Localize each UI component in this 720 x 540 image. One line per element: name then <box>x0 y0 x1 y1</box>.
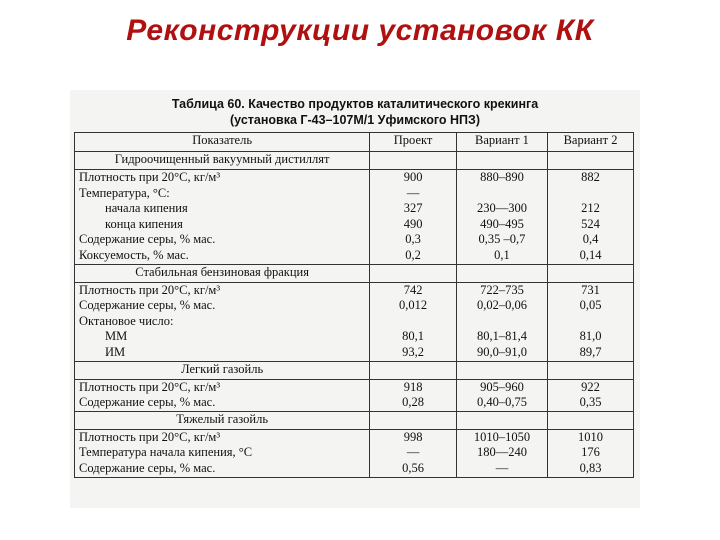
header-variant-1: Вариант 1 <box>456 133 547 152</box>
cell-line: Содержание серы, % мас. <box>79 298 216 313</box>
cell-line: 80,1 <box>402 329 425 344</box>
cell-line: 722–735 <box>480 282 524 297</box>
cell-line: 0,35 <box>579 395 602 410</box>
cell-line: Плотность при 20°С, кг/м³ <box>79 429 221 444</box>
cell-line: 0,14 <box>579 247 602 262</box>
cell-line: — <box>406 445 420 460</box>
cell-line: 0,28 <box>402 395 425 410</box>
variant-1-cell <box>456 429 547 477</box>
table-row <box>75 379 634 411</box>
project-cell <box>370 429 457 477</box>
cell-line: 89,7 <box>579 344 602 359</box>
cell-line: 0,40–0,75 <box>476 395 527 410</box>
scanned-table-image <box>70 90 640 508</box>
table-header-row <box>75 133 634 152</box>
cell-line: Температура, °С: <box>79 185 170 200</box>
section-title: Легкий газойль <box>75 361 370 379</box>
cell-line <box>552 186 629 202</box>
cell-line: 0,56 <box>402 460 425 475</box>
section-title: Гидроочищенный вакуумный дистиллят <box>75 152 370 170</box>
cell-line: 80,1–81,4 <box>476 329 527 344</box>
table-body <box>75 152 634 478</box>
table-row <box>75 429 634 477</box>
section-spacer-cell <box>456 264 547 282</box>
cell-line: 0,83 <box>579 460 602 475</box>
table-row <box>75 170 634 265</box>
cell-line: 0,02–0,06 <box>476 298 527 313</box>
cell-line: 882 <box>581 170 600 184</box>
section-title: Стабильная бензиновая фракция <box>75 264 370 282</box>
variant-2-cell <box>548 282 634 361</box>
table-caption-line-1: Таблица 60. Качество продуктов каталитического крекинга <box>171 97 539 111</box>
cell-line: 81,0 <box>579 329 602 344</box>
section-spacer-cell <box>370 361 457 379</box>
indicator-cell <box>75 170 370 265</box>
cell-line: 905–960 <box>480 379 524 394</box>
indicator-cell <box>75 429 370 477</box>
project-cell <box>370 379 457 411</box>
cell-line: 490 <box>403 216 423 231</box>
table-row <box>75 282 634 361</box>
cell-line: 524 <box>581 216 600 231</box>
cell-line: 0,1 <box>494 247 510 262</box>
section-spacer-cell <box>548 264 634 282</box>
section-title: Тяжелый газойль <box>75 411 370 429</box>
cell-line: 90,0–91,0 <box>476 344 527 359</box>
variant-1-cell <box>456 170 547 265</box>
cell-line: 731 <box>581 282 600 297</box>
header-project: Проект <box>370 133 457 152</box>
slide-title: Реконструкции установок КК <box>126 14 594 47</box>
section-spacer-cell <box>370 152 457 170</box>
cell-line <box>552 314 629 330</box>
cell-line: начала кипения <box>105 201 188 216</box>
cell-line: 230—300 <box>476 201 527 216</box>
cell-line: 180—240 <box>476 445 527 460</box>
cell-line: 742 <box>403 282 423 297</box>
cell-line: 880–890 <box>480 170 524 184</box>
project-cell <box>370 282 457 361</box>
section-spacer-cell <box>548 411 634 429</box>
cell-line: Октановое число: <box>79 313 174 328</box>
cell-line: Температура начала кипения, °С <box>79 445 253 460</box>
table-caption <box>70 96 640 128</box>
cell-line: Плотность при 20°С, кг/м³ <box>79 170 221 184</box>
variant-2-cell <box>548 379 634 411</box>
variant-1-cell <box>456 282 547 361</box>
quality-table <box>74 132 634 478</box>
project-cell <box>370 170 457 265</box>
section-spacer-cell <box>370 411 457 429</box>
cell-line: ММ <box>105 329 128 344</box>
indicator-cell <box>75 282 370 361</box>
cell-line: Содержание серы, % мас. <box>79 395 216 410</box>
section-spacer-cell <box>548 152 634 170</box>
table-caption-line-2: (установка Г-43–107М/1 Уфимского НПЗ) <box>230 113 480 127</box>
cell-line: Содержание серы, % мас. <box>79 460 216 475</box>
cell-line: Плотность при 20°С, кг/м³ <box>79 379 221 394</box>
cell-line: конца кипения <box>105 216 183 231</box>
section-header-row <box>75 152 634 170</box>
cell-line: 93,2 <box>402 344 425 359</box>
cell-line: 0,05 <box>579 298 602 313</box>
variant-2-cell <box>548 170 634 265</box>
header-variant-2: Вариант 2 <box>548 133 634 152</box>
section-spacer-cell <box>456 152 547 170</box>
section-header-row <box>75 361 634 379</box>
cell-line: 900 <box>403 170 423 184</box>
cell-line: ИМ <box>105 344 126 359</box>
cell-line: 918 <box>403 379 423 394</box>
cell-line: Плотность при 20°С, кг/м³ <box>79 282 221 297</box>
cell-line: 0,4 <box>582 232 599 247</box>
section-spacer-cell <box>370 264 457 282</box>
section-header-row <box>75 264 634 282</box>
header-indicator: Показатель <box>75 133 370 152</box>
section-spacer-cell <box>456 411 547 429</box>
cell-line: 998 <box>403 429 423 444</box>
variant-1-cell <box>456 379 547 411</box>
cell-line: Содержание серы, % мас. <box>79 232 216 247</box>
cell-line: 1010–1050 <box>473 429 531 444</box>
cell-line: 0,3 <box>405 232 421 247</box>
cell-line: 212 <box>581 201 600 216</box>
section-spacer-cell <box>548 361 634 379</box>
cell-line: 490–495 <box>480 216 524 231</box>
cell-line: 922 <box>581 379 600 394</box>
cell-line: 0,012 <box>399 298 428 313</box>
cell-line: 327 <box>403 201 423 216</box>
variant-2-cell <box>548 429 634 477</box>
section-spacer-cell <box>456 361 547 379</box>
cell-line: 0,35 –0,7 <box>478 232 526 247</box>
cell-line: — <box>406 185 420 200</box>
section-header-row <box>75 411 634 429</box>
cell-line: 176 <box>581 445 600 460</box>
cell-line: 0,2 <box>405 247 421 262</box>
cell-line <box>461 314 543 330</box>
cell-line: — <box>495 460 509 475</box>
indicator-cell <box>75 379 370 411</box>
cell-line: Коксуемость, % мас. <box>79 247 189 262</box>
cell-line <box>374 314 452 330</box>
cell-line <box>461 186 543 202</box>
cell-line: 1010 <box>578 429 604 444</box>
